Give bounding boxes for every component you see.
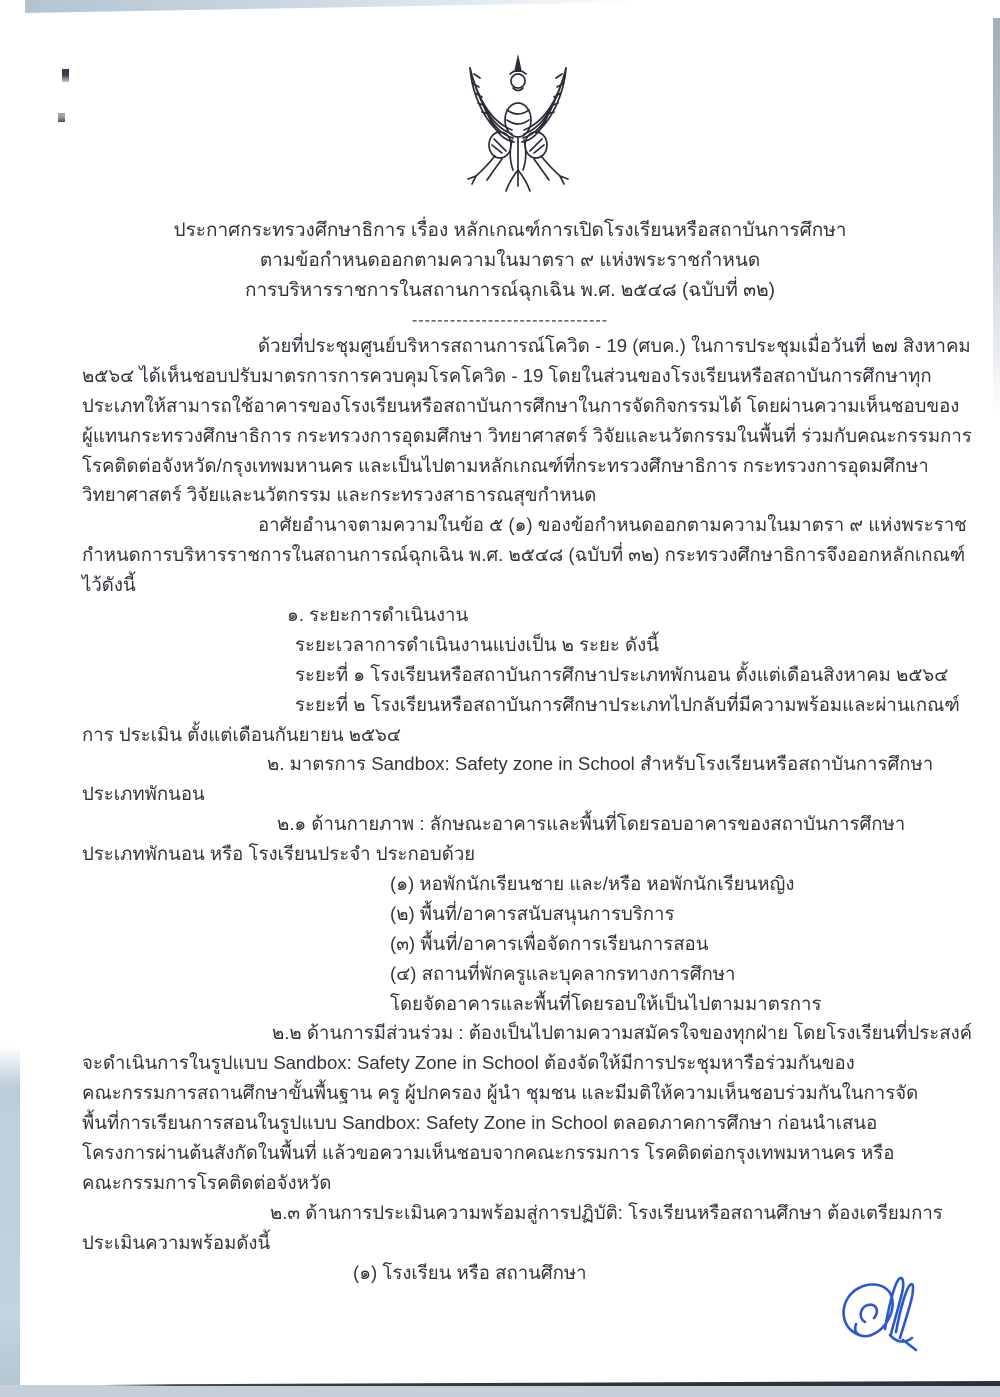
body-line: จะดำเนินการในรูปแบบ Sandbox: Safety Zone in School ต้องจัดให้มีการประชุมหารือร่วมกันของ	[82, 1052, 855, 1074]
body-line: กำหนดการบริหารราชการในสถานการณ์ฉุกเฉิน พ.ศ. ๒๕๔๘ (ฉบับที่ ๓๒) กระทรวงศึกษาธิการจึงออกหลักเกณฑ์	[82, 544, 966, 566]
body-line: โดยจัดอาคารและพื้นที่โดยรอบให้เป็นไปตามมาตรการ	[390, 992, 822, 1014]
scan-speck	[62, 69, 69, 82]
garuda-emblem-icon	[458, 52, 578, 200]
signature-scribble	[833, 1272, 928, 1364]
body-line: โรคติดต่อจังหวัด/กรุงเทพมหานคร และเป็นไปตามหลักเกณฑ์ที่กระทรวงศึกษาธิการ กระทรวงการอุดมศึกษา	[82, 454, 929, 476]
body-line: ประเมินความพร้อมดังนี้	[82, 1231, 271, 1253]
body-line: (๒) พื้นที่/อาคารสนับสนุนการบริการ	[390, 902, 675, 924]
body-line: ประเภทพักนอน	[82, 783, 205, 805]
body-line: ไว้ดังนี้	[82, 574, 136, 596]
body-line: (๔) สถานที่พักครูและบุคลากรทางการศึกษา	[390, 962, 736, 984]
scan-edge-bottom	[0, 1385, 1000, 1397]
body-line: (๓) พื้นที่/อาคารเพื่อจัดการเรียนการสอน	[390, 932, 709, 954]
body-line: ๒.๒ ด้านการมีส่วนร่วม : ต้องเป็นไปตามความสมัครใจของทุกฝ่าย โดยโรงเรียนที่ประสงค์	[272, 1022, 973, 1044]
title-line-1: ประกาศกระทรวงศึกษาธิการ เรื่อง หลักเกณฑ์การเปิดโรงเรียนหรือสถาบันการศึกษา	[173, 220, 847, 241]
title-line-3: การบริหารราชการในสถานการณ์ฉุกเฉิน พ.ศ. ๒๕๔๘ (ฉบับที่ ๓๒)	[244, 280, 776, 301]
document-title	[0, 216, 1000, 336]
body-line: (๑) โรงเรียน หรือ สถานศึกษา	[353, 1261, 587, 1283]
title-line-2: ตามข้อกำหนดออกตามความในมาตรา ๙ แห่งพระราชกำหนด	[259, 250, 761, 271]
body-line: วิทยาศาสตร์ วิจัยและนวัตกรรม และกระทรวงสาธารณสุขกำหนด	[82, 484, 597, 506]
body-line: ๒๕๖๔ ได้เห็นชอบปรับมาตรการการควบคุมโรคโควิด - 19 โดยในส่วนของโรงเรียนหรือสถาบันการศึกษาทุก	[82, 364, 932, 386]
body-line: ด้วยที่ประชุมศูนย์บริหารสถานการณ์โควิด - 19 (ศบค.) ในการประชุมเมื่อวันที่ ๒๗ สิงหาคม	[258, 335, 971, 356]
body-line: ระยะที่ ๒ โรงเรียนหรือสถาบันการศึกษาประเภทไปกลับที่มีความพร้อมและผ่านเกณฑ์	[295, 693, 960, 715]
body-line: คณะกรรมการสถานศึกษาขั้นพื้นฐาน ครู ผู้ปกครอง ผู้นำ ชุมชน และมีมติให้ความเห็นชอบร่วมกันในการจัด	[82, 1082, 919, 1104]
body-line: ผู้แทนกระทรวงศึกษาธิการ กระทรวงการอุดมศึกษา วิทยาศาสตร์ วิจัยและนวัตกรรมในพื้นที่ ร่วมกับคณะกรรมการ	[82, 424, 972, 446]
body-line: การ ประเมิน ตั้งแต่เดือนกันยายน ๒๕๖๔	[82, 723, 401, 745]
scan-speck	[58, 113, 65, 122]
body-line: ประเภทพักนอน หรือ โรงเรียนประจำ ประกอบด้วย	[82, 843, 476, 865]
body-line: ระยะที่ ๑ โรงเรียนหรือสถาบันการศึกษาประเภทพักนอน ตั้งแต่เดือนสิงหาคม ๒๕๖๔	[295, 663, 949, 685]
body-line: ระยะเวลาการดำเนินงานแบ่งเป็น ๒ ระยะ ดังนี้	[295, 633, 659, 655]
body-line: (๑) หอพักนักเรียนชาย และ/หรือ หอพักนักเรียนหญิง	[390, 873, 795, 895]
document-body	[0, 331, 1000, 1288]
body-line: พื้นที่การเรียนการสอนในรูปแบบ Sandbox: Safety Zone in School ตลอดภาคการศึกษา ก่อนนำเสนอ	[82, 1112, 878, 1134]
body-line: ๒. มาตรการ Sandbox: Safety zone in School สำหรับโรงเรียนหรือสถาบันการศึกษา	[267, 753, 934, 775]
body-line: โครงการผ่านต้นสังกัดในพื้นที่ แล้วขอความเห็นชอบจากคณะกรรมการ โรคติดต่อกรุงเทพมหานคร หรือ	[82, 1142, 895, 1164]
title-separator: -------------------------------	[411, 312, 609, 329]
body-line: คณะกรรมการโรคติดต่อจังหวัด	[82, 1171, 332, 1193]
body-line: ๒.๓ ด้านการประเมินความพร้อมสู่การปฏิบัติ: โรงเรียนหรือสถานศึกษา ต้องเตรียมการ	[270, 1201, 943, 1223]
body-line: ๒.๑ ด้านกายภาพ : ลักษณะอาคารและพื้นที่โดยรอบอาคารของสถาบันการศึกษา	[277, 813, 906, 835]
body-line: ๑. ระยะการดำเนินงาน	[287, 604, 469, 626]
body-line: อาศัยอำนาจตามความในข้อ ๕ (๑) ของข้อกำหนดออกตามความในมาตรา ๙ แห่งพระราช	[258, 514, 967, 536]
scan-edge-top	[25, 0, 640, 13]
scan-shadow-line	[100, 1381, 1000, 1386]
body-line: ประเภทให้สามารถใช้อาคารของโรงเรียนหรือสถาบันการศึกษาในการจัดกิจกรรมได้ โดยผ่านความเห็นชอบของ	[82, 394, 960, 416]
